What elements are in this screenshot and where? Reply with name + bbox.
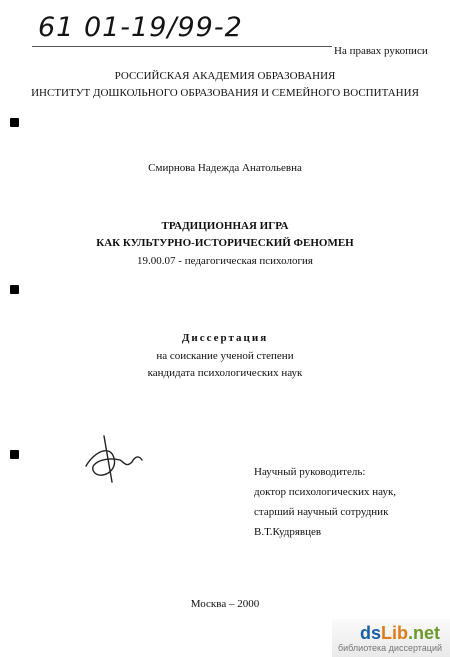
supervisor-name: В.Т.Кудрявцев bbox=[254, 526, 322, 538]
watermark bbox=[332, 619, 450, 657]
place-year: Москва – 2000 bbox=[190, 598, 260, 610]
watermark-tagline: библиотека диссертаций bbox=[337, 643, 442, 653]
title-line-2: КАК КУЛЬТУРНО-ИСТОРИЧЕСКИЙ ФЕНОМЕН bbox=[96, 237, 354, 249]
handwritten-underline bbox=[32, 46, 332, 47]
punch-hole bbox=[10, 285, 19, 294]
rights-note: На правах рукописи bbox=[334, 45, 428, 57]
punch-hole bbox=[10, 450, 19, 459]
title-line-1: ТРАДИЦИОННАЯ ИГРА bbox=[161, 220, 289, 232]
degree-line-1: на соискание ученой степени bbox=[156, 350, 294, 362]
supervisor-label: Научный руководитель: bbox=[254, 466, 366, 478]
author-name: Смирнова Надежда Анатольевна bbox=[148, 162, 302, 174]
watermark-logo: dsLib.net bbox=[359, 623, 440, 643]
degree-line-2: кандидата психологических наук bbox=[147, 367, 303, 379]
work-type: Диссертация bbox=[181, 332, 269, 344]
specialty: 19.00.07 - педагогическая психология bbox=[137, 255, 313, 267]
organization-line-1: РОССИЙСКАЯ АКАДЕМИЯ ОБРАЗОВАНИЯ bbox=[114, 70, 336, 82]
punch-hole bbox=[10, 118, 19, 127]
handwritten-code: 61 01-19/99-2 bbox=[38, 12, 243, 43]
supervisor-position: старший научный сотрудник bbox=[254, 506, 389, 518]
supervisor-degree: доктор психологических наук, bbox=[254, 486, 397, 498]
signature bbox=[74, 432, 150, 488]
organization-line-2: ИНСТИТУТ ДОШКОЛЬНОГО ОБРАЗОВАНИЯ И СЕМЕЙНОГО ВОСПИТАНИЯ bbox=[31, 87, 419, 99]
